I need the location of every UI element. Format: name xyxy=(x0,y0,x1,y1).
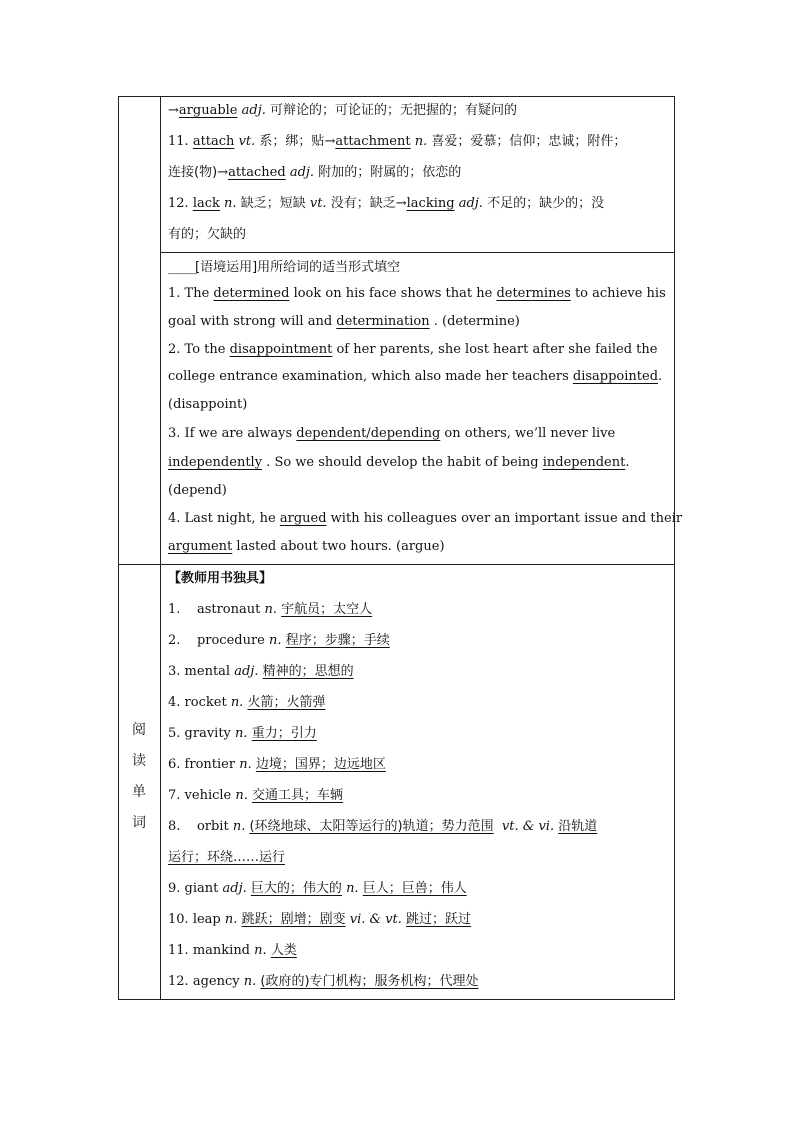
word-item-8-cont: 运行；环绕……运行 xyxy=(168,850,286,865)
word-item-12: 12. agency n. (政府的)专门机构；服务机构；代理处 xyxy=(168,974,479,989)
question-1: 1. The determined look on his face shows that he determines to achieve his xyxy=(168,286,666,301)
side-label-dan: 单 xyxy=(132,784,146,800)
question-4-cont: argument lasted about two hours. (argue) xyxy=(168,539,445,554)
side-label-yue: 阅 xyxy=(132,722,146,738)
question-3-word: (depend) xyxy=(168,483,227,498)
vocab-item-12: 12. lack n. 缺乏；短缺 vt. 没有；缺乏→lacking adj. 不足的；缺少的；没 xyxy=(168,196,605,211)
word-item-1: 1. astronaut n. 宇航员；太空人 xyxy=(168,602,373,617)
word-item-7: 7. vehicle n. 交通工具；车辆 xyxy=(168,788,344,803)
question-4: 4. Last night, he argued with his colleagues over an important issue and their xyxy=(168,511,683,526)
word-item-8: 8. orbit n. (环绕地球、太阳等运行的)轨道；势力范围 vt. & vi. 沿轨道 xyxy=(168,819,598,834)
section-title: 【教师用书独具】 xyxy=(168,571,273,586)
vocab-item-11-cont: 连接(物)→attached adj. 附加的；附属的；依恋的 xyxy=(168,165,462,180)
side-label-ci: 词 xyxy=(132,815,146,831)
question-3-cont: independently . So we should develop the habit of being independent. xyxy=(168,455,630,470)
word-item-5: 5. gravity n. 重力；引力 xyxy=(168,726,317,741)
section-divider xyxy=(118,564,675,565)
row-divider xyxy=(160,252,675,253)
word-item-4: 4. rocket n. 火箭；火箭弹 xyxy=(168,695,326,710)
word-item-3: 3. mental adj. 精神的；思想的 xyxy=(168,664,354,679)
vocab-item-11: 11. attach vt. 系；绑；贴→attachment n. 喜爱；爱慕；信仰；忠诚；附件； xyxy=(168,134,627,149)
word-item-6: 6. frontier n. 边境；国界；边远地区 xyxy=(168,757,386,772)
question-2-word: (disappoint) xyxy=(168,397,248,412)
word-item-9: 9. giant adj. 巨大的；伟大的 n. 巨人；巨兽；伟人 xyxy=(168,881,467,896)
vocab-item-12-cont: 有的；欠缺的 xyxy=(168,227,247,242)
word-item-11: 11. mankind n. 人类 xyxy=(168,943,297,958)
question-2: 2. To the disappointment of her parents, she lost heart after she failed the xyxy=(168,342,658,357)
word-item-10: 10. leap n. 跳跃；剧增；剧变 vi. & vt. 跳过；跃过 xyxy=(168,912,472,927)
word-item-2: 2. procedure n. 程序；步骤；手续 xyxy=(168,633,390,648)
column-divider xyxy=(160,96,161,1000)
vocab-line-arguable: →arguable adj. 可辩论的；可论证的；无把握的；有疑问的 xyxy=(168,103,518,118)
question-1-cont: goal with strong will and determination . (determine) xyxy=(168,314,520,329)
question-2-cont: college entrance examination, which also made her teachers disappointed. xyxy=(168,369,663,384)
question-3: 3. If we are always dependent/depending on others, we’ll never live xyxy=(168,426,616,441)
exercise-heading: ______[语境运用]用所给词的适当形式填空 xyxy=(168,260,401,275)
side-label-du: 读 xyxy=(132,753,146,769)
